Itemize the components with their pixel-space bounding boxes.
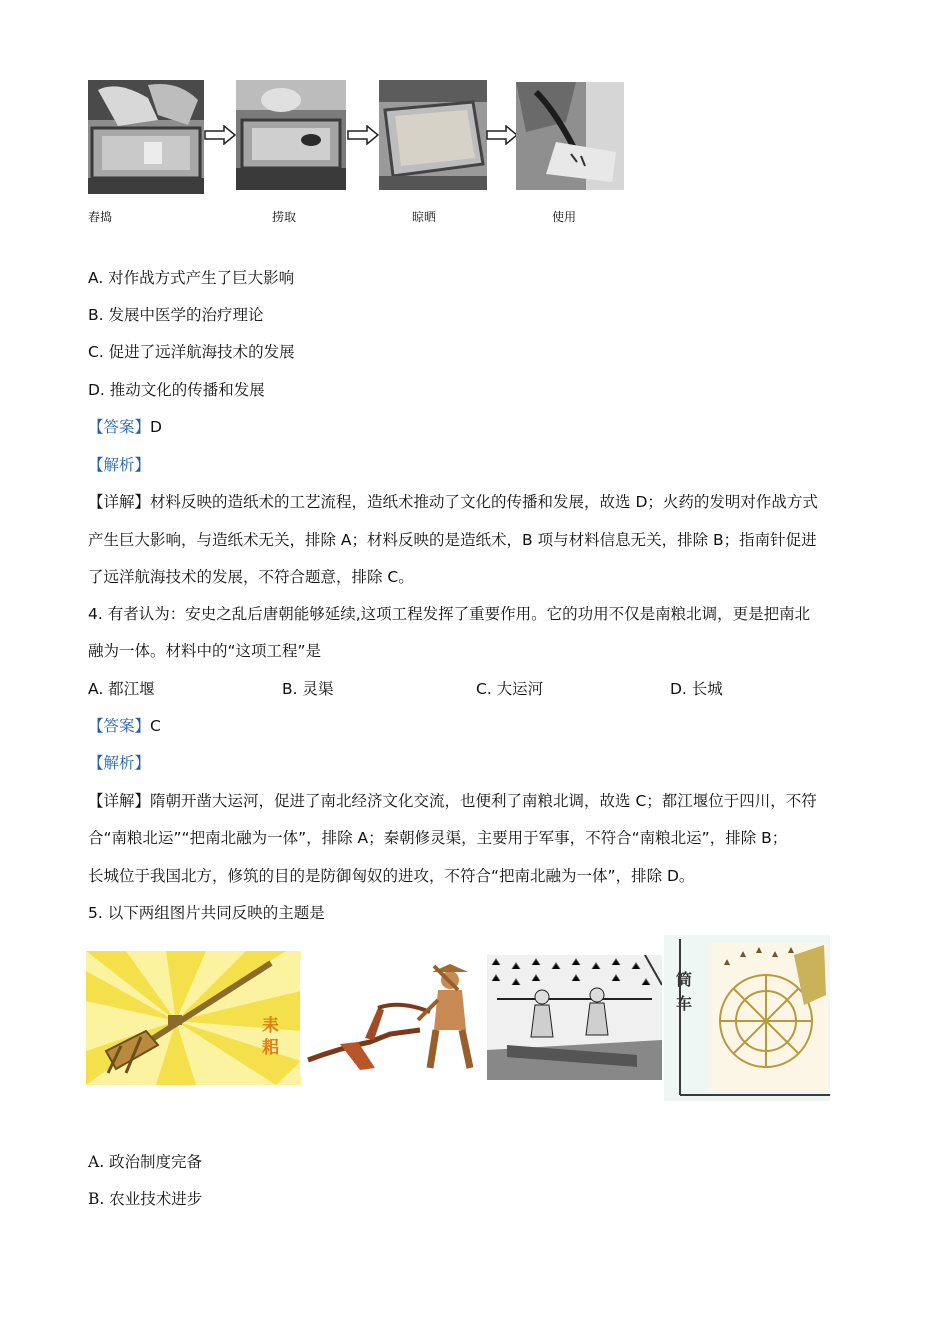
arrow-icon xyxy=(347,125,379,149)
q3-answer xyxy=(88,417,162,437)
q3-detail-line-3: 了远洋航海技术的发展，不符合题意，排除 C。 xyxy=(88,568,414,586)
photo-using xyxy=(516,82,624,190)
q3-option-c: C. 促进了远洋航海技术的发展 xyxy=(88,343,295,361)
answer-tag: 【答案】 xyxy=(88,418,151,436)
arrow-icon xyxy=(486,125,518,149)
tongche-label: 筒车 xyxy=(676,970,693,1013)
photo-scooping xyxy=(236,80,346,190)
q3-option-d: D. 推动文化的传播和发展 xyxy=(88,381,265,399)
q4-detail-line-1 xyxy=(88,791,817,811)
image-plough xyxy=(300,960,488,1075)
q4-option-b: B. 灵渠 xyxy=(282,680,334,698)
detail-text: 材料反映的造纸术的工艺流程，造纸术推动了文化的传播和发展，故选 D；火药的发明对作战方式 xyxy=(150,493,818,511)
detail-tag: 【详解】 xyxy=(88,493,151,511)
q4-option-c: C. 大运河 xyxy=(476,680,544,698)
photo-pounding xyxy=(88,80,204,194)
q5-option-b: B. 农业技术进步 xyxy=(88,1190,203,1208)
q3-detail-line-1 xyxy=(88,492,818,512)
arrow-icon xyxy=(204,125,236,149)
q5-option-a: A. 政治制度完备 xyxy=(88,1153,203,1171)
q3-option-a: A. 对作战方式产生了巨大影响 xyxy=(88,269,295,287)
caption-drying: 晾晒 xyxy=(412,210,437,224)
answer-tag: 【答案】 xyxy=(88,717,151,735)
leisi-label: 耒耜 xyxy=(262,1016,279,1058)
answer-value: C xyxy=(150,717,161,735)
q4-option-d: D. 长城 xyxy=(670,680,723,698)
image-treadle-pump xyxy=(487,955,662,1080)
image-tongche xyxy=(664,935,830,1101)
q5-stem: 5. 以下两组图片共同反映的主题是 xyxy=(88,904,325,922)
photo-drying xyxy=(379,80,487,190)
q3-analysis-tag: 【解析】 xyxy=(88,456,151,474)
detail-text: 隋朝开凿大运河，促进了南北经济文化交流，也便利了南粮北调，故选 C；都江堰位于四川，不符 xyxy=(150,792,817,810)
caption-pounding: 舂捣 xyxy=(88,210,113,224)
q3-detail-line-2: 产生巨大影响，与造纸术无关，排除 A；材料反映的是造纸术，B 项与材料信息无关，排除 B；指南针促进 xyxy=(88,531,817,549)
caption-scooping: 捞取 xyxy=(272,210,297,224)
answer-value: D xyxy=(150,418,162,436)
q4-detail-line-3: 长城位于我国北方，修筑的目的是防御匈奴的进攻，不符合“把南北融为一体”，排除 D。 xyxy=(88,867,695,885)
q4-stem-line-2: 融为一体。材料中的“这项工程”是 xyxy=(88,642,322,660)
q4-option-a: A. 都江堰 xyxy=(88,680,155,698)
q4-answer xyxy=(88,716,161,736)
q3-option-b: B. 发展中医学的治疗理论 xyxy=(88,306,264,324)
q4-detail-line-2: 合“南粮北运”“把南北融为一体”，排除 A；秦朝修灵渠，主要用于军事，不符合“南粮北运”，排除 B； xyxy=(88,829,788,847)
detail-tag: 【详解】 xyxy=(88,792,151,810)
q4-stem-line-1: 4. 有者认为：安史之乱后唐朝能够延续,这项工程发挥了重要作用。它的功用不仅是南粮北调，更是把南北 xyxy=(88,605,811,623)
caption-using: 使用 xyxy=(552,210,577,224)
q4-analysis-tag: 【解析】 xyxy=(88,754,151,772)
